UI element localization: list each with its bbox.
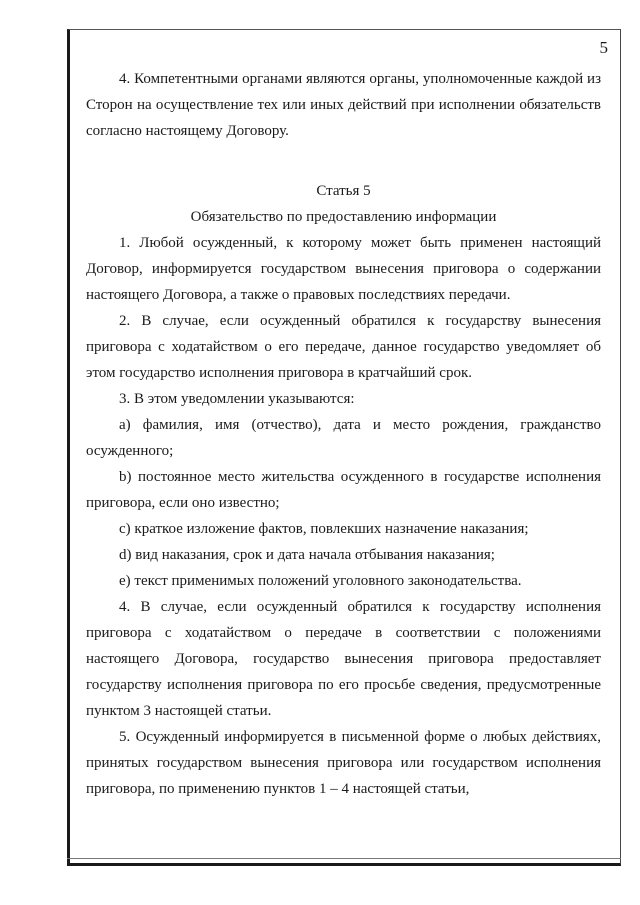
paragraph-4: 4. В случае, если осужденный обратился к государству исполнения приговора с ходатайством о передаче в соответствии с положениями настоящего Договора, государство вынесения приговора предоставляет государству исполнения приговора по его просьбе сведения, предусмотренные пунктом 3 настоящей статьи. xyxy=(86,599,601,719)
list-item-e: е) текст применимых положений уголовного законодательства. xyxy=(119,573,522,589)
page-border-inner-line xyxy=(67,858,621,859)
list-item-b: b) постоянное место жительства осужденного в государстве исполнения приговора, если оно известно; xyxy=(86,469,601,511)
article-subtitle: Обязательство по предоставлению информации xyxy=(190,209,497,225)
list-item-d: d) вид наказания, срок и дата начала отбывания наказания; xyxy=(119,547,495,563)
paragraph-5: 5. Осужденный информируется в письменной форме о любых действиях, принятых государством вынесения приговора или государством исполнения приговора, по применению пунктов 1 – 4 настоящей статьи, xyxy=(86,729,601,797)
spacer xyxy=(86,144,601,170)
list-item-c: с) краткое изложение фактов, повлекших назначение наказания; xyxy=(119,521,529,537)
list-item-a: а) фамилия, имя (отчество), дата и место рождения, гражданство осужденного; xyxy=(86,417,601,459)
document-body xyxy=(86,66,601,802)
page-number: 5 xyxy=(599,38,608,57)
paragraph-3: 3. В этом уведомлении указываются: xyxy=(119,391,355,407)
article-title: Статья 5 xyxy=(316,183,371,199)
paragraph-1: 1. Любой осужденный, к которому может быть применен настоящий Договор, информируется государством вынесения приговора о содержании настоящего Договора, а также о правовых последствиях передачи. xyxy=(86,235,601,303)
spacer xyxy=(86,170,601,178)
paragraph-2: 2. В случае, если осужденный обратился к государству вынесения приговора с ходатайством о его передаче, данное государство уведомляет об этом государство исполнения приговора в кратчайший срок. xyxy=(86,313,601,381)
paragraph-competent-authorities: 4. Компетентными органами являются органы, уполномоченные каждой из Сторон на осуществление тех или иных действий при исполнении обязательств согласно настоящему Договору. xyxy=(86,71,601,139)
